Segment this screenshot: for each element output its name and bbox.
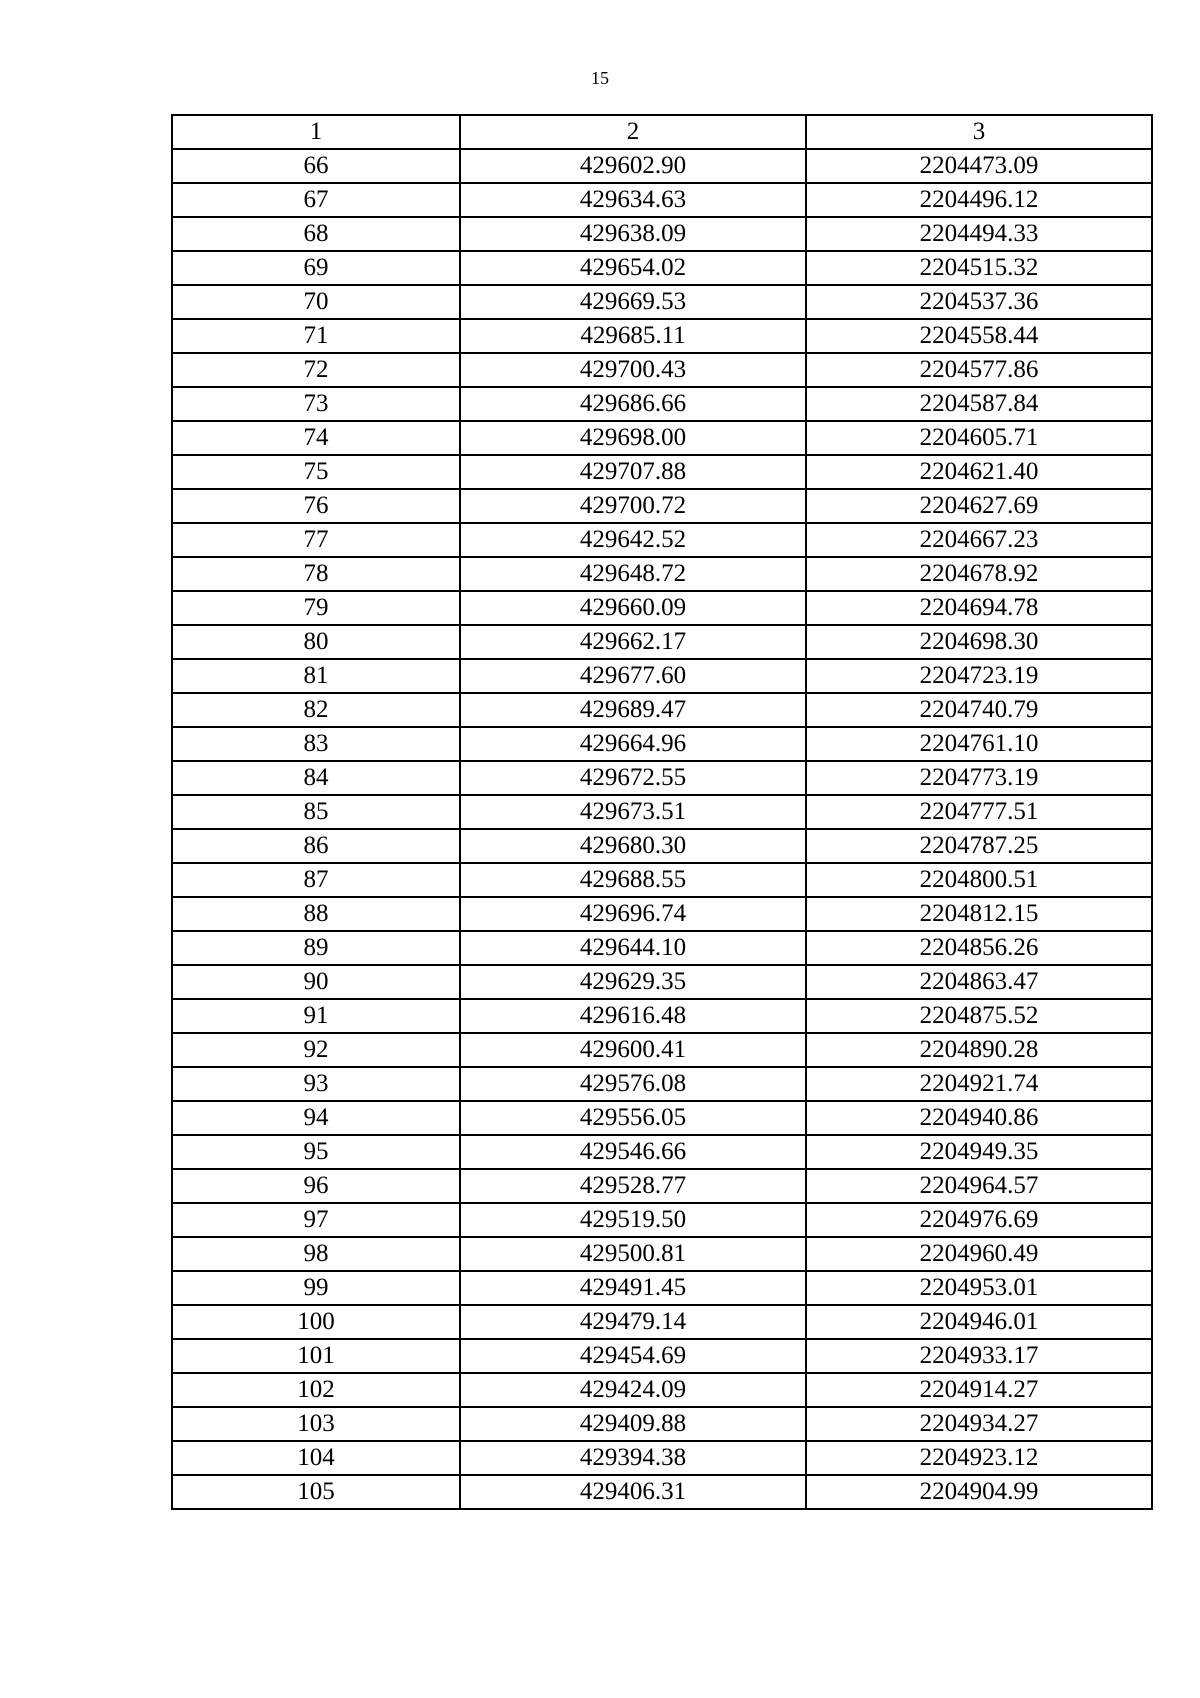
table-cell-col-1: 81 (172, 659, 460, 693)
table-cell-col-3: 2204923.12 (806, 1441, 1152, 1475)
table-cell-col-2: 429629.35 (460, 965, 806, 999)
table-cell-col-1: 91 (172, 999, 460, 1033)
table-cell-col-2: 429700.43 (460, 353, 806, 387)
table-row (172, 1237, 1152, 1271)
table-cell-col-3: 2204537.36 (806, 285, 1152, 319)
table-cell-col-1: 69 (172, 251, 460, 285)
table-row (172, 693, 1152, 727)
table-cell-col-1: 76 (172, 489, 460, 523)
table-cell-col-2: 429616.48 (460, 999, 806, 1033)
table-row (172, 591, 1152, 625)
table-cell-col-1: 83 (172, 727, 460, 761)
table-cell-col-2: 429546.66 (460, 1135, 806, 1169)
table-cell-col-2: 429700.72 (460, 489, 806, 523)
table-cell-col-1: 103 (172, 1407, 460, 1441)
table-cell-col-2: 429528.77 (460, 1169, 806, 1203)
table-cell-col-3: 2204812.15 (806, 897, 1152, 931)
table-row (172, 557, 1152, 591)
table-cell-col-1: 87 (172, 863, 460, 897)
table-cell-col-2: 429662.17 (460, 625, 806, 659)
table-cell-col-1: 84 (172, 761, 460, 795)
table-row (172, 1441, 1152, 1475)
table-cell-col-3: 2204587.84 (806, 387, 1152, 421)
table-cell-col-3: 2204496.12 (806, 183, 1152, 217)
table-cell-col-3: 2204698.30 (806, 625, 1152, 659)
table-cell-col-1: 74 (172, 421, 460, 455)
table-cell-col-3: 2204787.25 (806, 829, 1152, 863)
table-cell-col-3: 2204904.99 (806, 1475, 1152, 1509)
table-row (172, 863, 1152, 897)
table-row (172, 727, 1152, 761)
table-cell-col-2: 429576.08 (460, 1067, 806, 1101)
table-cell-col-2: 429677.60 (460, 659, 806, 693)
table-row (172, 149, 1152, 183)
table-cell-col-2: 429519.50 (460, 1203, 806, 1237)
table-row (172, 659, 1152, 693)
table-cell-col-2: 429600.41 (460, 1033, 806, 1067)
table-cell-col-1: 105 (172, 1475, 460, 1509)
table-cell-col-2: 429479.14 (460, 1305, 806, 1339)
table-row (172, 1135, 1152, 1169)
column-header-1: 1 (172, 115, 460, 149)
table-row (172, 217, 1152, 251)
table-cell-col-1: 80 (172, 625, 460, 659)
table-cell-col-1: 94 (172, 1101, 460, 1135)
table-cell-col-2: 429424.09 (460, 1373, 806, 1407)
table-cell-col-1: 99 (172, 1271, 460, 1305)
table-row (172, 387, 1152, 421)
table-cell-col-3: 2204558.44 (806, 319, 1152, 353)
table-cell-col-3: 2204964.57 (806, 1169, 1152, 1203)
table-cell-col-3: 2204773.19 (806, 761, 1152, 795)
table-cell-col-3: 2204605.71 (806, 421, 1152, 455)
table-cell-col-3: 2204694.78 (806, 591, 1152, 625)
table-cell-col-1: 77 (172, 523, 460, 557)
table-cell-col-1: 98 (172, 1237, 460, 1271)
table-row (172, 285, 1152, 319)
table-cell-col-1: 82 (172, 693, 460, 727)
table-cell-col-2: 429689.47 (460, 693, 806, 727)
table-cell-col-2: 429648.72 (460, 557, 806, 591)
table-cell-col-2: 429644.10 (460, 931, 806, 965)
table-row (172, 1271, 1152, 1305)
table-row (172, 1475, 1152, 1509)
table-cell-col-3: 2204494.33 (806, 217, 1152, 251)
table-cell-col-1: 78 (172, 557, 460, 591)
table-row (172, 353, 1152, 387)
table-cell-col-2: 429642.52 (460, 523, 806, 557)
table-row (172, 1067, 1152, 1101)
column-header-2: 2 (460, 115, 806, 149)
table-cell-col-3: 2204949.35 (806, 1135, 1152, 1169)
table-cell-col-1: 101 (172, 1339, 460, 1373)
table-cell-col-1: 100 (172, 1305, 460, 1339)
table-cell-col-2: 429634.63 (460, 183, 806, 217)
table-row (172, 523, 1152, 557)
table-cell-col-3: 2204761.10 (806, 727, 1152, 761)
table-cell-col-1: 102 (172, 1373, 460, 1407)
table-cell-col-1: 93 (172, 1067, 460, 1101)
table-cell-col-3: 2204667.23 (806, 523, 1152, 557)
column-header-3: 3 (806, 115, 1152, 149)
table-row (172, 1339, 1152, 1373)
table-row (172, 251, 1152, 285)
table-row (172, 795, 1152, 829)
table-cell-col-2: 429454.69 (460, 1339, 806, 1373)
table-cell-col-3: 2204473.09 (806, 149, 1152, 183)
table-cell-col-2: 429556.05 (460, 1101, 806, 1135)
table-cell-col-1: 97 (172, 1203, 460, 1237)
table-row (172, 1305, 1152, 1339)
table-cell-col-3: 2204934.27 (806, 1407, 1152, 1441)
table-row (172, 1373, 1152, 1407)
table-row (172, 829, 1152, 863)
table-cell-col-1: 96 (172, 1169, 460, 1203)
table-row (172, 999, 1152, 1033)
table-cell-col-3: 2204953.01 (806, 1271, 1152, 1305)
table-cell-col-1: 71 (172, 319, 460, 353)
table-cell-col-3: 2204577.86 (806, 353, 1152, 387)
table-cell-col-3: 2204863.47 (806, 965, 1152, 999)
table-cell-col-3: 2204777.51 (806, 795, 1152, 829)
table-header (172, 115, 1152, 149)
table-cell-col-1: 72 (172, 353, 460, 387)
table-cell-col-1: 90 (172, 965, 460, 999)
table-cell-col-2: 429685.11 (460, 319, 806, 353)
table-cell-col-3: 2204940.86 (806, 1101, 1152, 1135)
table-cell-col-1: 70 (172, 285, 460, 319)
table-cell-col-1: 89 (172, 931, 460, 965)
table-cell-col-2: 429654.02 (460, 251, 806, 285)
table-cell-col-2: 429394.38 (460, 1441, 806, 1475)
table-cell-col-2: 429696.74 (460, 897, 806, 931)
table-cell-col-3: 2204515.32 (806, 251, 1152, 285)
table-row (172, 625, 1152, 659)
table-cell-col-1: 75 (172, 455, 460, 489)
table-cell-col-1: 68 (172, 217, 460, 251)
table-cell-col-2: 429409.88 (460, 1407, 806, 1441)
table-cell-col-3: 2204976.69 (806, 1203, 1152, 1237)
table-row (172, 965, 1152, 999)
table-cell-col-2: 429707.88 (460, 455, 806, 489)
table-cell-col-3: 2204914.27 (806, 1373, 1152, 1407)
table-cell-col-2: 429638.09 (460, 217, 806, 251)
table-row (172, 931, 1152, 965)
table-row (172, 761, 1152, 795)
table-cell-col-3: 2204946.01 (806, 1305, 1152, 1339)
table-cell-col-3: 2204960.49 (806, 1237, 1152, 1271)
table-cell-col-3: 2204856.26 (806, 931, 1152, 965)
table-cell-col-3: 2204921.74 (806, 1067, 1152, 1101)
table-cell-col-3: 2204890.28 (806, 1033, 1152, 1067)
table-row (172, 897, 1152, 931)
table-cell-col-3: 2204875.52 (806, 999, 1152, 1033)
table-row (172, 455, 1152, 489)
table-row (172, 421, 1152, 455)
table-cell-col-3: 2204627.69 (806, 489, 1152, 523)
table-cell-col-3: 2204933.17 (806, 1339, 1152, 1373)
table-cell-col-2: 429669.53 (460, 285, 806, 319)
table-cell-col-1: 67 (172, 183, 460, 217)
table-cell-col-2: 429406.31 (460, 1475, 806, 1509)
table-cell-col-3: 2204723.19 (806, 659, 1152, 693)
coordinates-table (171, 114, 1153, 1510)
table-row (172, 1407, 1152, 1441)
table-row (172, 489, 1152, 523)
table-row (172, 183, 1152, 217)
table-cell-col-2: 429500.81 (460, 1237, 806, 1271)
table-cell-col-1: 104 (172, 1441, 460, 1475)
table-row (172, 319, 1152, 353)
table-body (172, 149, 1152, 1509)
table-cell-col-1: 79 (172, 591, 460, 625)
table-cell-col-2: 429660.09 (460, 591, 806, 625)
page-number: 15 (591, 68, 609, 88)
table-cell-col-1: 66 (172, 149, 460, 183)
table-cell-col-1: 88 (172, 897, 460, 931)
table-row (172, 1169, 1152, 1203)
table-cell-col-2: 429673.51 (460, 795, 806, 829)
table-cell-col-2: 429686.66 (460, 387, 806, 421)
table-cell-col-3: 2204800.51 (806, 863, 1152, 897)
table-cell-col-2: 429672.55 (460, 761, 806, 795)
table-cell-col-3: 2204621.40 (806, 455, 1152, 489)
table-header-row (172, 115, 1152, 149)
table-row (172, 1203, 1152, 1237)
table-cell-col-1: 86 (172, 829, 460, 863)
table-cell-col-2: 429698.00 (460, 421, 806, 455)
table-cell-col-2: 429680.30 (460, 829, 806, 863)
table-cell-col-3: 2204740.79 (806, 693, 1152, 727)
table-cell-col-1: 85 (172, 795, 460, 829)
table-row (172, 1033, 1152, 1067)
table-cell-col-1: 95 (172, 1135, 460, 1169)
table-cell-col-1: 73 (172, 387, 460, 421)
table-cell-col-3: 2204678.92 (806, 557, 1152, 591)
table-cell-col-2: 429688.55 (460, 863, 806, 897)
table-cell-col-2: 429602.90 (460, 149, 806, 183)
table-cell-col-2: 429491.45 (460, 1271, 806, 1305)
table-cell-col-1: 92 (172, 1033, 460, 1067)
table-cell-col-2: 429664.96 (460, 727, 806, 761)
table-row (172, 1101, 1152, 1135)
